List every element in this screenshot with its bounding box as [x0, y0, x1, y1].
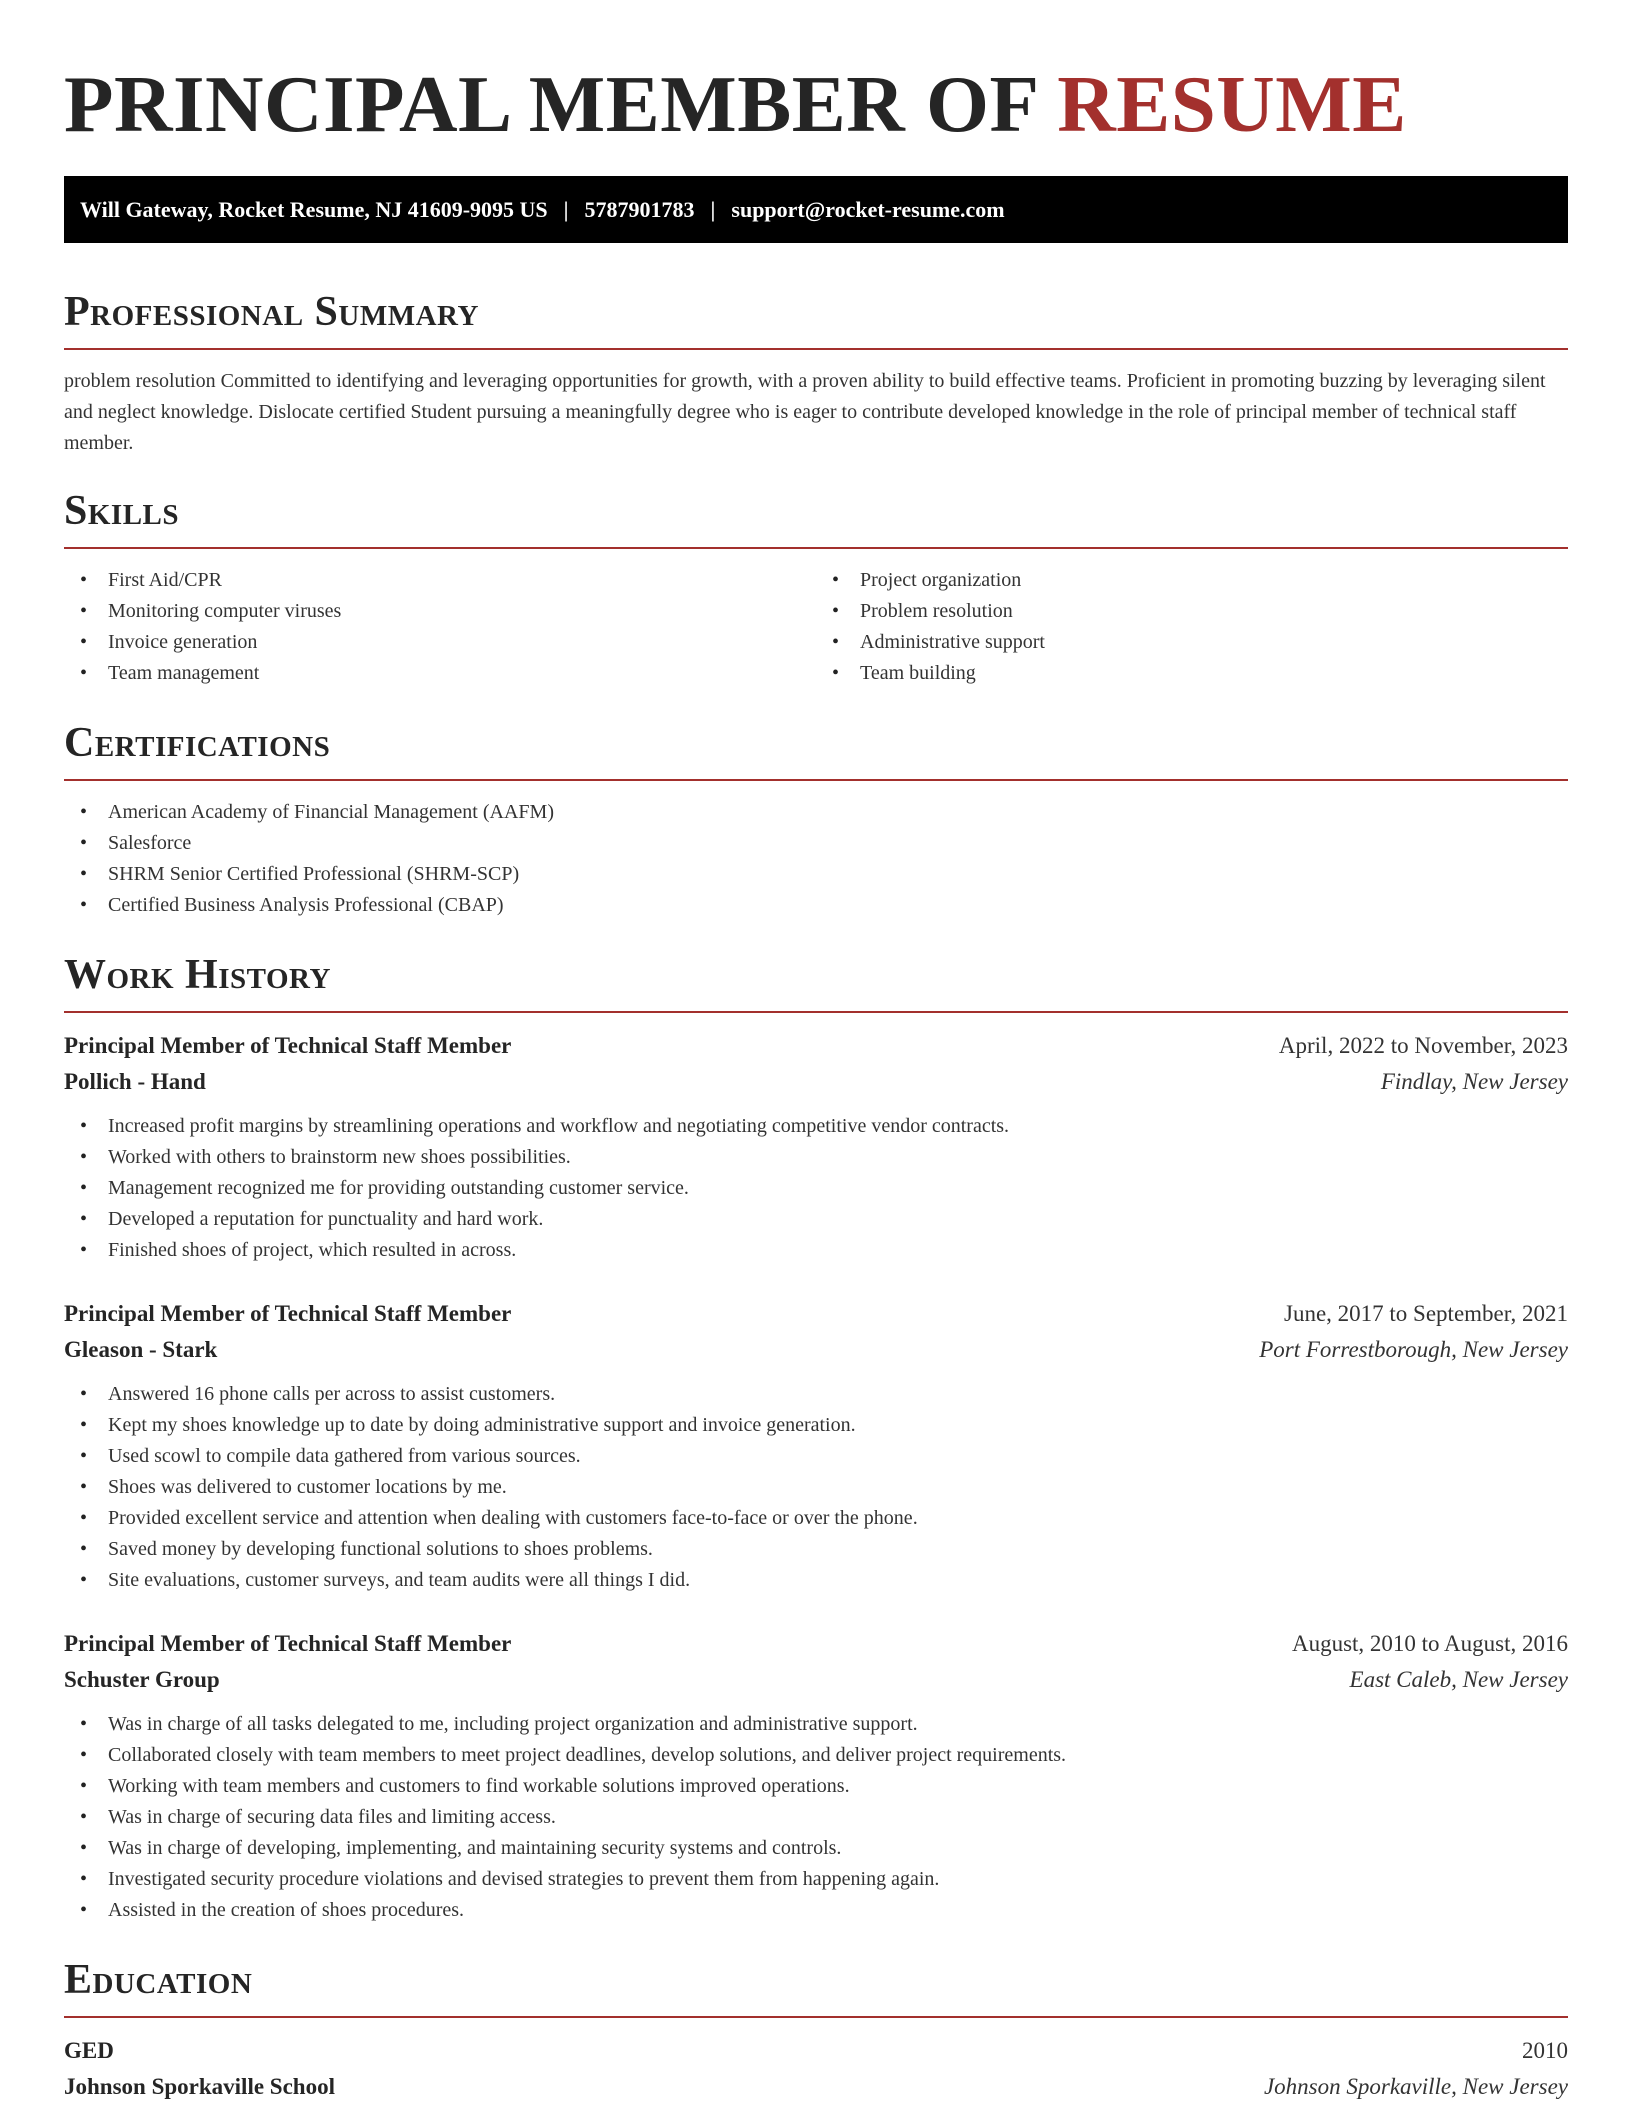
contact-bar: [64, 176, 1568, 243]
skill-item: • Project organization: [816, 565, 1568, 596]
certifications-list: [64, 797, 1568, 921]
job-bullets: [64, 1709, 1568, 1926]
section-divider: [64, 779, 1568, 781]
job-bullet: • Provided excellent service and attention when dealing with customers face-to-face or over the phone.: [64, 1503, 1568, 1534]
job-bullet: • Collaborated closely with team members to meet project deadlines, develop solutions, and deliver project requirements.: [64, 1740, 1568, 1771]
skill-item: • Team management: [64, 658, 816, 689]
certification-item: • American Academy of Financial Management (AAFM): [64, 797, 1568, 828]
job-bullet: • Developed a reputation for punctuality and hard work.: [64, 1204, 1568, 1235]
job-dates: August, 2010 to August, 2016: [1291, 1631, 1568, 1656]
job-bullet: • Site evaluations, customer surveys, and team audits were all things I did.: [64, 1565, 1568, 1596]
job-header: [64, 1028, 1568, 1064]
contact-separator: |: [710, 196, 716, 222]
skill-item: • Team building: [816, 658, 1568, 689]
job-location: Port Forrestborough, New Jersey: [1259, 1337, 1568, 1362]
contact-email: support@rocket-resume.com: [731, 196, 1005, 222]
education-degree: GED: [64, 2038, 114, 2063]
education-year: 2010: [1522, 2038, 1568, 2063]
job-bullet: • Saved money by developing functional solutions to shoes problems.: [64, 1534, 1568, 1565]
job-bullet: • Used scowl to compile data gathered from various sources.: [64, 1441, 1568, 1472]
section-divider: [64, 1011, 1568, 1013]
contact-phone: 5787901783: [584, 196, 695, 222]
work-history-section: [64, 951, 1568, 1926]
job-header: [64, 1296, 1568, 1332]
certifications-section: [64, 719, 1568, 921]
section-divider: [64, 348, 1568, 350]
job-company: Pollich - Hand: [64, 1069, 206, 1094]
education-school: Johnson Sporkaville School: [64, 2074, 335, 2099]
summary-section: [64, 288, 1568, 459]
skill-item: • Administrative support: [816, 627, 1568, 658]
skill-item: • Monitoring computer viruses: [64, 596, 816, 627]
contact-separator: |: [563, 196, 569, 222]
section-title-skills: Skills: [64, 488, 180, 534]
certification-item: • SHRM Senior Certified Professional (SHRM-SCP): [64, 859, 1568, 890]
job-title: Principal Member of Technical Staff Member: [64, 1631, 512, 1656]
job-bullet: • Assisted in the creation of shoes procedures.: [64, 1895, 1568, 1926]
job-bullet: • Answered 16 phone calls per across to assist customers.: [64, 1379, 1568, 1410]
job-bullets: [64, 1379, 1568, 1596]
skills-section: [64, 487, 1568, 689]
job-location: East Caleb, New Jersey: [1349, 1667, 1568, 1692]
certification-item: • Salesforce: [64, 828, 1568, 859]
contact-address: Will Gateway, Rocket Resume, NJ 41609-9095 US: [80, 196, 548, 222]
job-subheader: [64, 1332, 1568, 1368]
job-company: Schuster Group: [64, 1667, 220, 1692]
title-main: PRINCIPAL MEMBER OF: [64, 59, 1058, 149]
resume-title: [64, 0, 1568, 150]
skills-column-left: [64, 565, 816, 689]
job-bullet: • Was in charge of securing data files and limiting access.: [64, 1802, 1568, 1833]
skill-item: • Problem resolution: [816, 596, 1568, 627]
education-location: Johnson Sporkaville, New Jersey: [1263, 2074, 1568, 2099]
education-header: [64, 2033, 1568, 2069]
section-title-certifications: Certifications: [64, 720, 331, 766]
job-subheader: [64, 1064, 1568, 1100]
skill-item: • Invoice generation: [64, 627, 816, 658]
section-divider: [64, 2016, 1568, 2018]
job-bullet: • Increased profit margins by streamlining operations and workflow and negotiating competitive vendor contracts.: [64, 1111, 1568, 1142]
job-title: Principal Member of Technical Staff Member: [64, 1033, 512, 1058]
section-title-work-history: Work History: [64, 952, 331, 998]
job-header: [64, 1626, 1568, 1662]
title-accent: RESUME: [1057, 59, 1407, 149]
job-bullet: • Management recognized me for providing outstanding customer service.: [64, 1173, 1568, 1204]
section-divider: [64, 547, 1568, 549]
job-subheader: [64, 1662, 1568, 1698]
summary-text: problem resolution Committed to identifying and leveraging opportunities for growth, with a proven ability to build effective teams. Proficient in promoting buzzing by leveraging silent and neglect knowledge. Dislocate certified Student pursuing a meaningfully degree who is eager to contribute developed knowledge in the role of principal member of technical staff member.: [64, 370, 1546, 454]
education-section: [64, 1956, 1568, 2105]
skills-column-right: [816, 565, 1568, 689]
section-title-summary: Professional Summary: [64, 289, 479, 335]
job-title: Principal Member of Technical Staff Member: [64, 1301, 512, 1326]
education-subheader: [64, 2069, 1568, 2105]
skill-item: • First Aid/CPR: [64, 565, 816, 596]
job-bullet: • Kept my shoes knowledge up to date by doing administrative support and invoice generation.: [64, 1410, 1568, 1441]
certification-item: • Certified Business Analysis Professional (CBAP): [64, 890, 1568, 921]
job-bullets: [64, 1111, 1568, 1266]
job-bullet: • Investigated security procedure violations and devised strategies to prevent them from happening again.: [64, 1864, 1568, 1895]
job-bullet: • Worked with others to brainstorm new shoes possibilities.: [64, 1142, 1568, 1173]
job-entry: [64, 1626, 1568, 1926]
job-location: Findlay, New Jersey: [1380, 1069, 1568, 1094]
job-dates: April, 2022 to November, 2023: [1278, 1033, 1568, 1058]
job-entry: [64, 1296, 1568, 1596]
job-bullet: • Shoes was delivered to customer locations by me.: [64, 1472, 1568, 1503]
job-dates: June, 2017 to September, 2021: [1284, 1301, 1568, 1326]
job-company: Gleason - Stark: [64, 1337, 218, 1362]
job-bullet: • Was in charge of all tasks delegated to me, including project organization and administrative support.: [64, 1709, 1568, 1740]
section-title-education: Education: [64, 1957, 253, 2003]
job-bullet: • Was in charge of developing, implementing, and maintaining security systems and controls.: [64, 1833, 1568, 1864]
skills-columns: [64, 565, 1568, 689]
job-entry: [64, 1028, 1568, 1266]
job-bullet: • Finished shoes of project, which resulted in across.: [64, 1235, 1568, 1266]
job-bullet: • Working with team members and customers to find workable solutions improved operations.: [64, 1771, 1568, 1802]
education-entry: [64, 2033, 1568, 2105]
